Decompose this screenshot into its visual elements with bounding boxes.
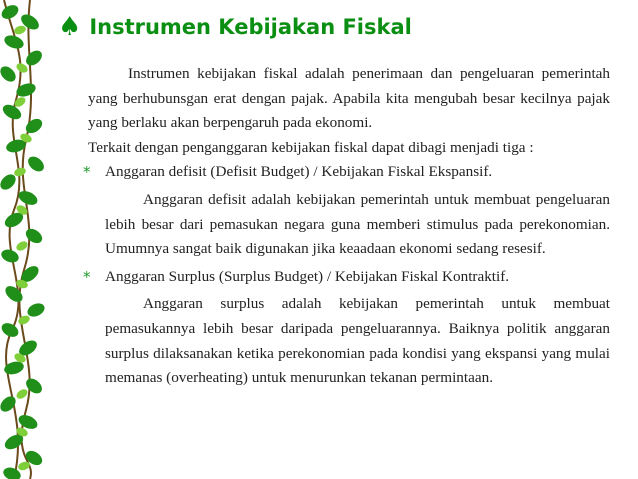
division-paragraph: Terkait dengan penganggaran kebijakan fiskal dapat dibagi menjadi tiga : xyxy=(88,138,534,156)
bullet-item-deficit xyxy=(83,160,610,185)
bullet-description: Anggaran defisit adalah kebijakan pemerintah untuk membuat pengeluaran lebih besar dari pemasukan negara guna memberi stimulus pada perekonomian. Umumnya sangat baik digunakan jika keaadaan ekonomi sedang resesif. xyxy=(105,190,610,258)
asterisk-bullet-icon: * xyxy=(83,267,91,286)
slide-title-text: Instrumen Kebijakan Fiskal xyxy=(89,15,412,39)
bullet-heading: Anggaran Surplus (Surplus Budget) / Kebijakan Fiskal Kontraktif. xyxy=(105,267,510,285)
slide-title xyxy=(58,10,412,44)
bullet-heading: Anggaran defisit (Defisit Budget) / Kebijakan Fiskal Ekspansif. xyxy=(105,163,493,181)
spade-icon: ♠ xyxy=(58,12,82,42)
leaf-vine-border xyxy=(0,0,48,479)
bullet-item-surplus xyxy=(83,265,610,290)
slide-body xyxy=(83,62,610,391)
bullet-description: Anggaran surplus adalah kebijakan pemerintah untuk membuat pemasukannya lebih besar daripada pengeluarannya. Baiknya politik anggaran surplus dilaksanakan ketika perekonomian pada kondisi yang ekspansi yang mulai memanas (overheating) untuk menurunkan tekanan permintaan. xyxy=(105,295,610,387)
asterisk-bullet-icon: * xyxy=(83,163,91,182)
intro-paragraph: Instrumen kebijakan fiskal adalah penerimaan dan pengeluaran pemerintah yang berhubunsgan erat dengan pajak. Apabila kita mengubah besar kecilnya pajak yang berlaku akan berpengaruh pada ekonomi. xyxy=(88,65,610,132)
